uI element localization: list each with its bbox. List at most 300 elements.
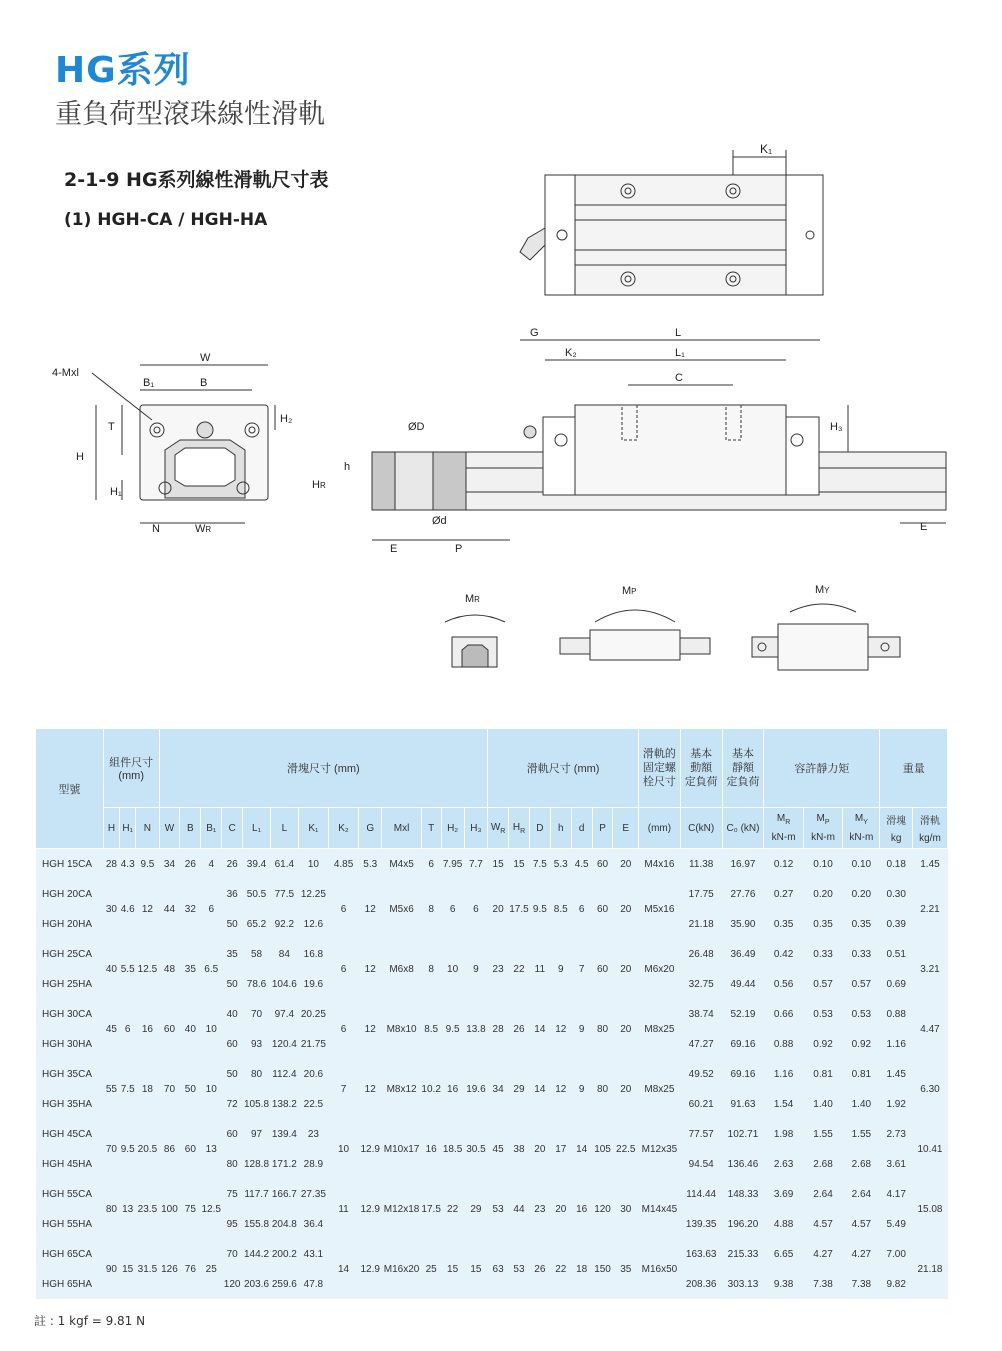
cell-l: 120.4 (270, 1029, 298, 1059)
cell-h2: 7.95 (441, 849, 464, 880)
cell-l1: 70 (243, 999, 271, 1029)
header-col: T (421, 808, 441, 849)
model-cell: HGH 30CA (36, 999, 103, 1029)
svg-text:4-Mxl: 4-Mxl (52, 367, 79, 379)
cell-h: 12 (550, 1059, 571, 1119)
cell-k1: 36.4 (298, 1209, 328, 1239)
cell-dynamic: 17.75 (680, 879, 722, 909)
cell-b: 26 (180, 849, 201, 880)
model-cell: HGH 55CA (36, 1179, 103, 1209)
cell-h1: 9.5 (120, 1119, 136, 1179)
cell-my: 0.10 (843, 849, 880, 880)
cell-l1: 128.8 (243, 1149, 271, 1179)
cell-k1: 43.1 (298, 1239, 328, 1269)
svg-text:H₃: H₃ (830, 421, 843, 433)
header-col: C₀ (kN) (722, 808, 764, 849)
header-col: $M_Y$ kN-m (843, 808, 880, 849)
cell-hr: 53 (509, 1239, 530, 1299)
side-view-drawing (312, 327, 946, 555)
cell-b1: 10 (201, 999, 222, 1059)
cell-k1: 10 (298, 849, 328, 880)
cell-dynamic: 114.44 (680, 1179, 722, 1209)
cell-block-weight: 0.30 (880, 879, 913, 909)
cell-mr: 3.69 (764, 1179, 803, 1209)
table-row (36, 879, 948, 909)
cell-h3: 19.6 (464, 1059, 487, 1119)
cell-t: 10.2 (421, 1059, 441, 1119)
cell-t: 25 (421, 1239, 441, 1299)
cell-k1: 23 (298, 1119, 328, 1149)
cell-k1: 22.5 (298, 1089, 328, 1119)
cell-mr: 0.56 (764, 969, 803, 999)
cell-l: 259.6 (270, 1269, 298, 1299)
cell-wr: 34 (488, 1059, 509, 1119)
cell-k1: 27.35 (298, 1179, 328, 1209)
cell-static: 102.71 (722, 1119, 764, 1149)
svg-text:H: H (76, 451, 84, 463)
cell-c: 35 (222, 939, 243, 969)
svg-text:B: B (200, 377, 208, 389)
cell-l: 139.4 (270, 1119, 298, 1149)
cell-l: 61.4 (270, 849, 298, 880)
header-dynamic-load: 基本 動額 定負荷 (680, 729, 722, 808)
cell-h3: 15 (464, 1239, 487, 1299)
cell-l: 104.6 (270, 969, 298, 999)
cell-rail-weight: 15.08 (912, 1179, 947, 1239)
footnote: 註 : 1 kgf = 9.81 N (34, 1314, 146, 1328)
cell-mr: 9.38 (764, 1269, 803, 1299)
cell-h: 17 (550, 1119, 571, 1179)
cell-dynamic: 163.63 (680, 1239, 722, 1269)
series-subtitle: 重負荷型滾珠線性滑軌 (55, 99, 325, 130)
cell-k1: 47.8 (298, 1269, 328, 1299)
cell-b1: 4 (201, 849, 222, 880)
cell-bolt: M12x35 (639, 1119, 681, 1179)
cell-h1: 5.5 (120, 939, 136, 999)
cell-n: 18 (136, 1059, 159, 1119)
svg-text:MR: MR (465, 593, 480, 605)
cell-n: 20.5 (136, 1119, 159, 1179)
cell-dynamic: 139.35 (680, 1209, 722, 1239)
cell-d: 14 (571, 1119, 592, 1179)
cell-l1: 93 (243, 1029, 271, 1059)
cell-k2: 10 (328, 1119, 358, 1179)
cell-n: 12 (136, 879, 159, 939)
model-cell: HGH 30HA (36, 1029, 103, 1059)
svg-text:C: C (675, 372, 683, 384)
cell-d: 16 (571, 1179, 592, 1239)
cell-n: 9.5 (136, 849, 159, 880)
series-title: HG系列 (55, 50, 191, 91)
cell-mr: 6.65 (764, 1239, 803, 1269)
cell-dynamic: 49.52 (680, 1059, 722, 1089)
cell-hr: 22 (509, 939, 530, 999)
cell-n: 16 (136, 999, 159, 1059)
cell-d: 4.5 (571, 849, 592, 880)
cell-mxl: M6x8 (382, 939, 421, 999)
cell-l1: 50.5 (243, 879, 271, 909)
cell-l1: 78.6 (243, 969, 271, 999)
cell-h3: 13.8 (464, 999, 487, 1059)
cell-l1: 65.2 (243, 909, 271, 939)
header-col: N (136, 808, 159, 849)
cell-static: 303.13 (722, 1269, 764, 1299)
svg-text:MY: MY (815, 584, 830, 596)
cell-block-weight: 1.16 (880, 1029, 913, 1059)
svg-text:E: E (390, 543, 398, 555)
cell-mxl: M4x5 (382, 849, 421, 880)
cell-bolt: M4x16 (639, 849, 681, 880)
cell-e: 35 (613, 1239, 639, 1299)
cell-k1: 28.9 (298, 1149, 328, 1179)
cell-bolt: M8x25 (639, 999, 681, 1059)
cell-mp: 7.38 (803, 1269, 842, 1299)
cell-b: 40 (180, 999, 201, 1059)
cell-l: 97.4 (270, 999, 298, 1029)
cell-dynamic: 208.36 (680, 1269, 722, 1299)
cell-p: 80 (592, 1059, 613, 1119)
cell-k2: 6 (328, 999, 358, 1059)
cell-block-weight: 0.39 (880, 909, 913, 939)
header-col: H (103, 808, 119, 849)
cell-p: 80 (592, 999, 613, 1059)
cell-b1: 25 (201, 1239, 222, 1299)
cell-d: 9 (571, 1059, 592, 1119)
cell-d: 26 (529, 1239, 550, 1299)
cell-mr: 1.98 (764, 1119, 803, 1149)
cell-dynamic: 38.74 (680, 999, 722, 1029)
header-assembly: 組件尺寸 (mm) (103, 729, 159, 808)
cell-mp: 0.33 (803, 939, 842, 969)
moment-diagrams (445, 584, 900, 670)
cell-h: 5.3 (550, 849, 571, 880)
cell-rail-weight: 1.45 (912, 849, 947, 880)
svg-text:G: G (530, 327, 539, 339)
cell-block-weight: 4.17 (880, 1179, 913, 1209)
cell-h: 30 (103, 879, 119, 939)
cell-d: 6 (571, 879, 592, 939)
cell-static: 136.46 (722, 1149, 764, 1179)
cell-w: 86 (159, 1119, 180, 1179)
header-weight: 重量 (880, 729, 948, 808)
header-col: K₁ (298, 808, 328, 849)
cell-my: 0.81 (843, 1059, 880, 1089)
model-cell: HGH 20CA (36, 879, 103, 909)
cell-dynamic: 60.21 (680, 1089, 722, 1119)
cell-block-weight: 1.92 (880, 1089, 913, 1119)
cell-l: 112.4 (270, 1059, 298, 1089)
cell-n: 31.5 (136, 1239, 159, 1299)
svg-text:K₂: K₂ (565, 347, 577, 359)
cell-k2: 4.85 (328, 849, 358, 880)
cell-block-weight: 0.18 (880, 849, 913, 880)
cell-b: 76 (180, 1239, 201, 1299)
cell-p: 60 (592, 849, 613, 880)
header-col: $H_R$ (509, 808, 530, 849)
cell-wr: 28 (488, 999, 509, 1059)
cell-hr: 38 (509, 1119, 530, 1179)
cell-dynamic: 77.57 (680, 1119, 722, 1149)
cell-mr: 0.66 (764, 999, 803, 1029)
header-col: P (592, 808, 613, 849)
cell-h2: 9.5 (441, 999, 464, 1059)
cell-my: 4.27 (843, 1239, 880, 1269)
cell-h1: 4.3 (120, 849, 136, 880)
cell-g: 12 (359, 999, 382, 1059)
svg-text:Ød: Ød (432, 515, 447, 527)
cell-block-weight: 5.49 (880, 1209, 913, 1239)
cell-b: 60 (180, 1119, 201, 1179)
cell-mp: 0.81 (803, 1059, 842, 1089)
cell-block-weight: 0.69 (880, 969, 913, 999)
cell-p: 60 (592, 879, 613, 939)
cell-l: 77.5 (270, 879, 298, 909)
cell-static: 27.76 (722, 879, 764, 909)
header-col: L (270, 808, 298, 849)
cell-h3: 29 (464, 1179, 487, 1239)
cell-bolt: M8x25 (639, 1059, 681, 1119)
cell-bolt: M16x50 (639, 1239, 681, 1299)
cell-b1: 13 (201, 1119, 222, 1179)
cell-k2: 6 (328, 879, 358, 939)
cell-block-weight: 2.73 (880, 1119, 913, 1149)
cell-c: 50 (222, 909, 243, 939)
cell-rail-weight: 2.21 (912, 879, 947, 939)
svg-text:ØD: ØD (408, 421, 425, 433)
cell-wr: 15 (488, 849, 509, 880)
cell-h: 12 (550, 999, 571, 1059)
cell-w: 34 (159, 849, 180, 880)
header-col: 滑軌 kg/m (912, 808, 947, 849)
cell-mr: 0.12 (764, 849, 803, 880)
cell-mr: 0.42 (764, 939, 803, 969)
header-col: K₂ (328, 808, 358, 849)
header-col: d (571, 808, 592, 849)
header-col: C(kN) (680, 808, 722, 849)
cell-e: 20 (613, 1059, 639, 1119)
cell-wr: 45 (488, 1119, 509, 1179)
cell-hr: 26 (509, 999, 530, 1059)
cell-b: 50 (180, 1059, 201, 1119)
model-cell: HGH 25HA (36, 969, 103, 999)
svg-text:L₁: L₁ (675, 347, 685, 359)
cell-d: 9 (571, 999, 592, 1059)
cell-c: 40 (222, 999, 243, 1029)
cell-block-weight: 3.61 (880, 1149, 913, 1179)
cell-static: 36.49 (722, 939, 764, 969)
cell-mr: 2.63 (764, 1149, 803, 1179)
cell-dynamic: 11.38 (680, 849, 722, 880)
cell-b1: 6.5 (201, 939, 222, 999)
cell-b: 35 (180, 939, 201, 999)
cell-l: 171.2 (270, 1149, 298, 1179)
cell-n: 23.5 (136, 1179, 159, 1239)
cell-h: 45 (103, 999, 119, 1059)
cell-b: 32 (180, 879, 201, 939)
cell-c: 72 (222, 1089, 243, 1119)
cell-k2: 6 (328, 939, 358, 999)
cell-d: 18 (571, 1239, 592, 1299)
cell-p: 150 (592, 1239, 613, 1299)
cell-static: 196.20 (722, 1209, 764, 1239)
cell-k1: 12.6 (298, 909, 328, 939)
cell-d: 14 (529, 1059, 550, 1119)
svg-text:E: E (920, 521, 928, 533)
cell-e: 20 (613, 849, 639, 880)
cell-h1: 4.6 (120, 879, 136, 939)
cell-static: 69.16 (722, 1059, 764, 1089)
cell-wr: 53 (488, 1179, 509, 1239)
cell-d: 9.5 (529, 879, 550, 939)
cell-my: 0.35 (843, 909, 880, 939)
cell-mp: 0.35 (803, 909, 842, 939)
cell-h2: 22 (441, 1179, 464, 1239)
cell-e: 20 (613, 999, 639, 1059)
cell-my: 0.57 (843, 969, 880, 999)
cell-l: 92.2 (270, 909, 298, 939)
cell-block-weight: 9.82 (880, 1269, 913, 1299)
cell-h: 80 (103, 1179, 119, 1239)
cell-c: 50 (222, 969, 243, 999)
cell-p: 120 (592, 1179, 613, 1239)
cell-bolt: M6x20 (639, 939, 681, 999)
cell-mxl: M8x10 (382, 999, 421, 1059)
cell-h1: 7.5 (120, 1059, 136, 1119)
cell-static: 52.19 (722, 999, 764, 1029)
cell-w: 126 (159, 1239, 180, 1299)
cell-k1: 12.25 (298, 879, 328, 909)
subsection-heading: (1) HGH-CA / HGH-HA (64, 210, 268, 230)
cell-h: 28 (103, 849, 119, 880)
header-col: $M_P$ kN-m (803, 808, 842, 849)
cell-l1: 97 (243, 1119, 271, 1149)
svg-text:H₂: H₂ (280, 413, 293, 425)
cell-w: 48 (159, 939, 180, 999)
header-col: h (550, 808, 571, 849)
model-cell: HGH 65CA (36, 1239, 103, 1269)
cell-rail-weight: 21.18 (912, 1239, 947, 1299)
cell-g: 12 (359, 939, 382, 999)
cell-mr: 0.27 (764, 879, 803, 909)
cell-mp: 0.10 (803, 849, 842, 880)
cell-dynamic: 21.18 (680, 909, 722, 939)
cell-e: 20 (613, 879, 639, 939)
cell-l: 84 (270, 939, 298, 969)
cell-mxl: M5x6 (382, 879, 421, 939)
model-cell: HGH 45HA (36, 1149, 103, 1179)
cell-rail-weight: 10.41 (912, 1119, 947, 1179)
table-row (36, 1119, 948, 1149)
cell-l: 166.7 (270, 1179, 298, 1209)
cell-mxl: M10x17 (382, 1119, 421, 1179)
cell-h3: 7.7 (464, 849, 487, 880)
cell-e: 30 (613, 1179, 639, 1239)
header-col: B₁ (201, 808, 222, 849)
cell-rail-weight: 6.30 (912, 1059, 947, 1119)
cell-l: 200.2 (270, 1239, 298, 1269)
svg-text:N: N (152, 523, 160, 535)
model-cell: HGH 65HA (36, 1269, 103, 1299)
cell-my: 0.33 (843, 939, 880, 969)
cell-mp: 0.20 (803, 879, 842, 909)
cell-t: 8 (421, 939, 441, 999)
cell-g: 12.9 (359, 1119, 382, 1179)
cell-l1: 144.2 (243, 1239, 271, 1269)
cell-static: 91.63 (722, 1089, 764, 1119)
cell-p: 105 (592, 1119, 613, 1179)
cell-h: 55 (103, 1059, 119, 1119)
front-view-drawing (52, 352, 292, 535)
model-cell: HGH 25CA (36, 939, 103, 969)
svg-text:W: W (200, 352, 211, 364)
cell-g: 12.9 (359, 1239, 382, 1299)
cell-block-weight: 1.45 (880, 1059, 913, 1089)
cell-l1: 39.4 (243, 849, 271, 880)
top-view-drawing (520, 142, 823, 295)
header-col: G (359, 808, 382, 849)
cell-h2: 6 (441, 879, 464, 939)
cell-static: 148.33 (722, 1179, 764, 1209)
cell-static: 35.90 (722, 909, 764, 939)
svg-text:L: L (675, 327, 682, 339)
cell-t: 6 (421, 849, 441, 880)
cell-static: 215.33 (722, 1239, 764, 1269)
cell-d: 11 (529, 939, 550, 999)
cell-c: 95 (222, 1209, 243, 1239)
cell-h3: 30.5 (464, 1119, 487, 1179)
cell-hr: 15 (509, 849, 530, 880)
cell-k2: 11 (328, 1179, 358, 1239)
cell-wr: 23 (488, 939, 509, 999)
header-col: 滑塊 kg (880, 808, 913, 849)
cell-mxl: M12x18 (382, 1179, 421, 1239)
svg-text:h: h (344, 461, 351, 473)
cell-rail-weight: 4.47 (912, 999, 947, 1059)
cell-t: 8.5 (421, 999, 441, 1059)
cell-h1: 6 (120, 999, 136, 1059)
svg-text:B₁: B₁ (143, 377, 155, 389)
model-cell: HGH 45CA (36, 1119, 103, 1149)
cell-rail-weight: 3.21 (912, 939, 947, 999)
svg-text:WR: WR (195, 523, 212, 535)
cell-e: 22.5 (613, 1119, 639, 1179)
cell-g: 12.9 (359, 1179, 382, 1239)
svg-text:H₁: H₁ (110, 486, 122, 498)
cell-h: 70 (103, 1119, 119, 1179)
svg-text:P: P (455, 543, 463, 555)
cell-c: 50 (222, 1059, 243, 1089)
cell-c: 60 (222, 1029, 243, 1059)
cell-hr: 29 (509, 1059, 530, 1119)
cell-mp: 1.40 (803, 1089, 842, 1119)
cell-l1: 117.7 (243, 1179, 271, 1209)
dimension-table (36, 729, 948, 1299)
cell-mr: 0.35 (764, 909, 803, 939)
cell-b1: 12.5 (201, 1179, 222, 1239)
cell-k1: 16.8 (298, 939, 328, 969)
cell-dynamic: 47.27 (680, 1029, 722, 1059)
model-cell: HGH 35HA (36, 1089, 103, 1119)
header-col: $W_R$ (488, 808, 509, 849)
cell-mxl: M16x20 (382, 1239, 421, 1299)
cell-l1: 105.8 (243, 1089, 271, 1119)
header-block: 滑塊尺寸 (mm) (159, 729, 488, 808)
header-col: B (180, 808, 201, 849)
cell-h2: 15 (441, 1239, 464, 1299)
section-heading: 2-1-9 HG系列線性滑軌尺寸表 (64, 169, 329, 191)
cell-mp: 0.92 (803, 1029, 842, 1059)
cell-c: 80 (222, 1149, 243, 1179)
